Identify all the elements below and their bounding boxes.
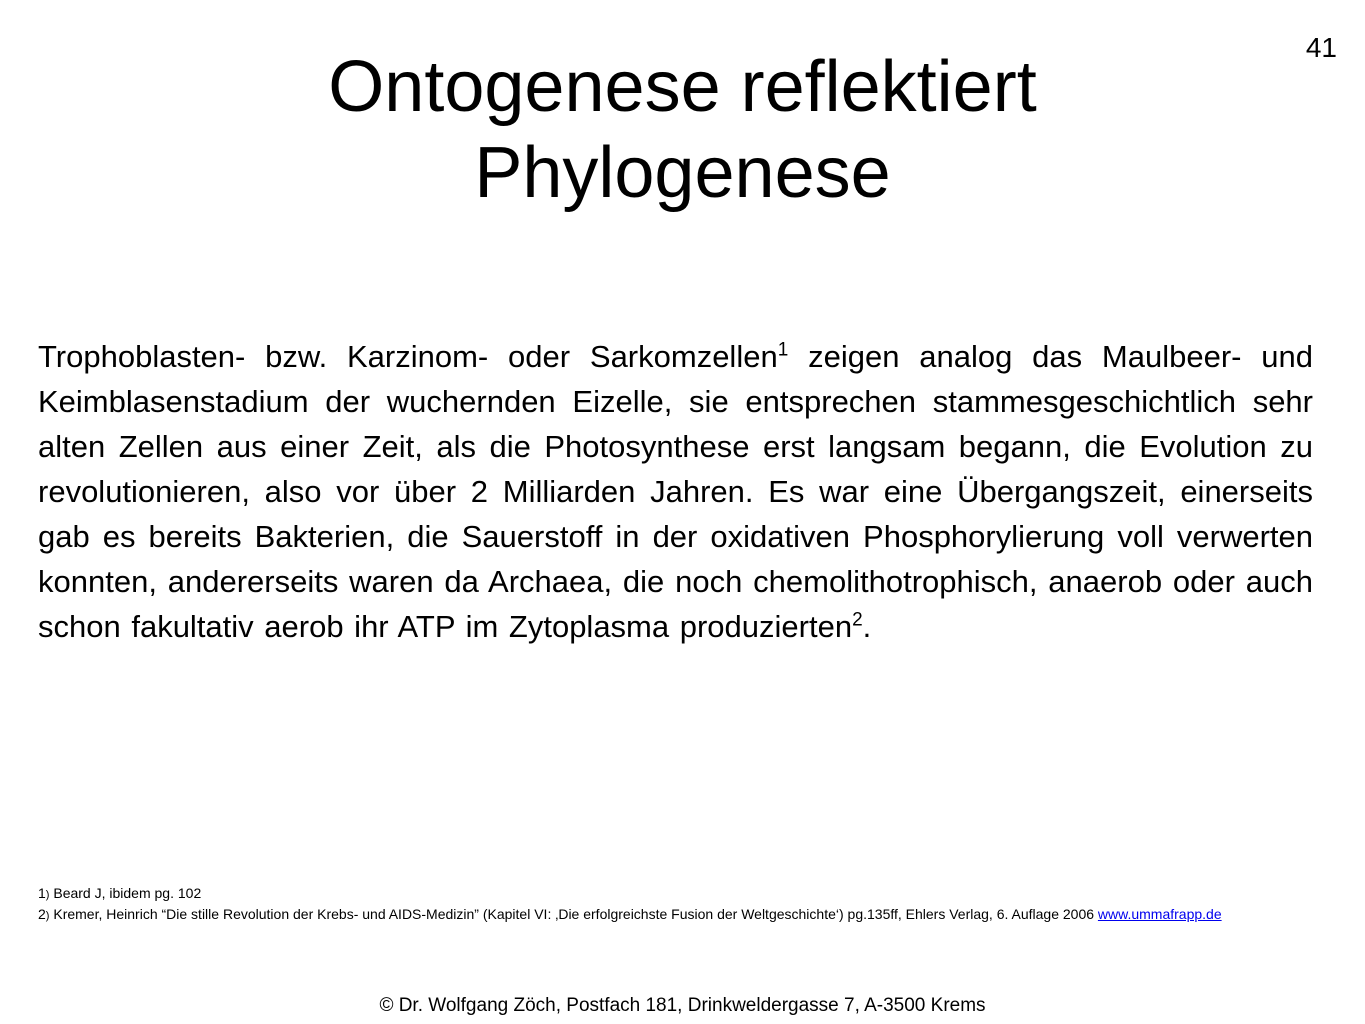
body-paragraph: [38, 334, 1313, 649]
footnote-2: [38, 905, 1303, 926]
body-text-part-3: .: [862, 609, 872, 644]
footnote-1-number: 1: [38, 885, 46, 901]
body-text-part-2: zeigen analog das Maulbeer- und Keimblasenstadium der wuchernden Eizelle, sie entsprechen stammesgeschichtlich sehr alten Zellen aus einer Zeit, als die Photosynthese erst langsam begann, die Evolution zu revolutionieren, also vor über 2 Milliarden Jahren. Es war eine Übergangszeit, einerseits gab es bereits Bakterien, die Sauerstoff in der oxidativen Phosphorylierung voll verwerten konnten, andererseits waren da Archaea, die noch chemolithotrophisch, anaerob oder auch schon fakultativ aerob ihr ATP im Zytoplasma produzierten: [38, 339, 1313, 644]
footnote-1: [38, 884, 1303, 905]
footnote-ref-1: 1: [777, 339, 789, 361]
footnote-1-text: Beard J, ibidem pg. 102: [49, 885, 202, 901]
footnote-ref-2: 2: [852, 609, 863, 631]
page-title: [0, 44, 1365, 216]
footnote-2-text: Kremer, Heinrich “Die stille Revolution der Krebs- und AIDS-Medizin” (Kapitel VI: ‚Die erfolgreichste Fusion der Weltgeschichte‘) pg.135ff, Ehlers Verlag, 6. Auflage 2006: [49, 906, 1098, 922]
title-line-1: Ontogenese reflektiert: [328, 47, 1037, 127]
footnote-2-number: 2: [38, 906, 46, 922]
title-line-2: Phylogenese: [474, 133, 891, 213]
footnote-2-link[interactable]: www.ummafrapp.de: [1097, 906, 1222, 922]
body-text-part-1: Trophoblasten- bzw. Karzinom- oder Sarkomzellen: [38, 339, 778, 374]
footer-copyright: © Dr. Wolfgang Zöch, Postfach 181, Drinkweldergasse 7, A-3500 Krems: [379, 995, 986, 1016]
footnote-1-paren: ): [45, 889, 50, 901]
footnote-2-paren: ): [45, 910, 50, 922]
page-number: 41: [1305, 32, 1337, 63]
footnotes: [38, 884, 1303, 926]
